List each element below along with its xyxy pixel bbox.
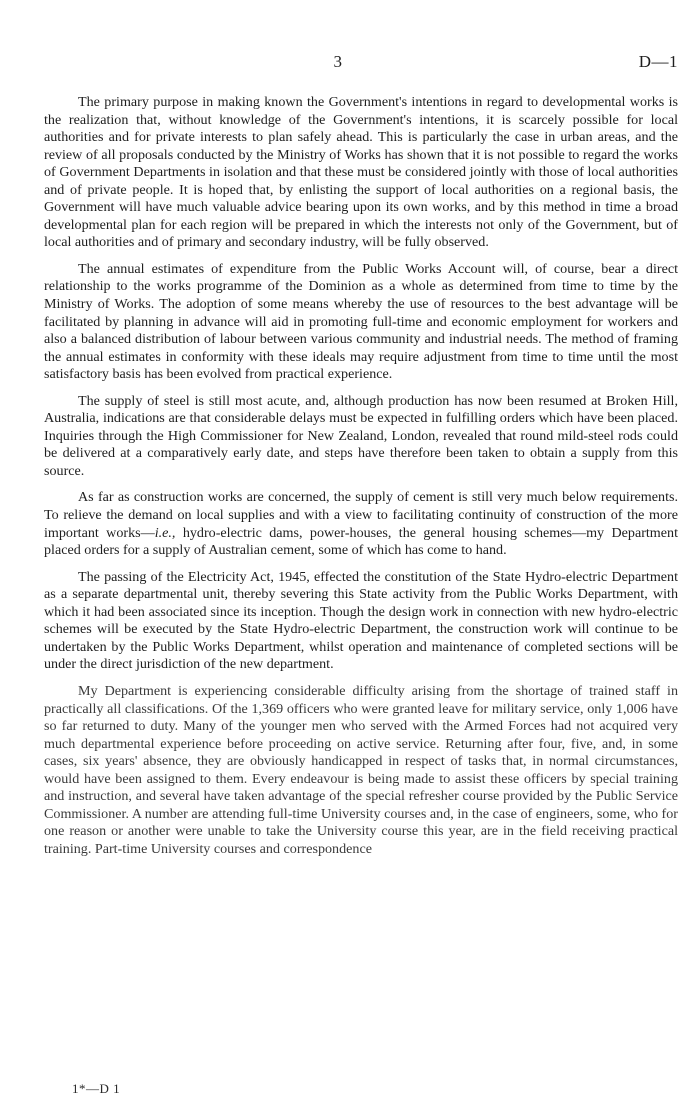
italic-abbreviation: i.e., bbox=[154, 524, 176, 541]
body-text bbox=[44, 94, 678, 867]
document-reference: D—1 bbox=[638, 52, 678, 71]
paragraph: The passing of the Electricity Act, 1945, effected the constitution of the State Hydro-electric Department as a separate departmental unit, thereby severing this State activity from the Public Works Department, with which it had been associated since its inception. Though the design work in connection with new hydro-electric schemes will be executed by the State Hydro-electric Department, the construction work will continue to be undertaken by the Public Works Department, whilst operation and maintenance of completed sections will be under the direct jurisdiction of the new department. bbox=[44, 568, 678, 673]
paragraph: The primary purpose in making known the Government's intentions in regard to developmental works is the realization that, without knowledge of the Government's intentions, it is scarcely possible for local authorities and for private interests to plan safely ahead. This is particularly the case in urban areas, and the review of all proposals conducted by the Ministry of Works has shown that it is not possible to regard the works of Government Departments in isolation and that these must be considered jointly with those of local authorities and of private people. It is hoped that, by enlisting the support of local authorities on a regional basis, the Government will have much valuable advice bearing upon its own works, and by this method in time a broad developmental plan for each region will be prepared in which the interests not only of the Government, but of local authorities and of primary and secondary industry, will be fully observed. bbox=[44, 94, 678, 251]
paragraph: The annual estimates of expenditure from the Public Works Account will, of course, bear a direct relationship to the works programme of the Dominion as a whole as determined from time to time by the Ministry of Works. The adoption of some means whereby the use of resources to the best advantage will be facilitated by planning in advance will aid in promoting full-time and economic employment for workers and also a balanced distribution of labour between various community and industrial needs. The method of framing the annual estimates in conformity with these ideals may require adjustment from time to time until the most satisfactory basis has been evolved from practical experience. bbox=[44, 260, 678, 383]
paragraph: As far as construction works are concerned, the supply of cement is still very much below requirements. To relieve the demand on local supplies and with a view to facilitating continuity of construction of the more important works—i.e., hydro-electric dams, power-houses, the general housing schemes—my Department placed orders for a supply of Australian cement, some of which has come to hand. bbox=[44, 489, 678, 559]
paragraph: The supply of steel is still most acute, and, although production has now been resumed at Broken Hill, Australia, indications are that considerable delays must be expected in fulfilling orders which have been placed. Inquiries through the High Commissioner for New Zealand, London, revealed that round mild-steel rods could be delivered at a comparatively early date, and steps have therefore been taken to obtain a supply from this source. bbox=[44, 392, 678, 479]
page-number: 3 bbox=[333, 52, 343, 71]
printer-signature: 1*—D 1 bbox=[72, 1081, 121, 1096]
paragraph: My Department is experiencing considerable difficulty arising from the shortage of trained staff in practically all classifications. Of the 1,369 officers who were granted leave for military service, only 1,006 have so far returned to duty. Many of the younger men who served with the Armed Forces had not acquired very much departmental experience before proceeding on active service. Returning after four, five, and, in some cases, six years' absence, they are obviously handicapped in respect of tasks that, in normal circumstances, would have been assigned to them. Every endeavour is being made to assist these officers by special training and instruction, and several have taken advantage of the special refresher course provided by the Public Service Commissioner. A number are attending full-time University courses and, in the case of engineers, some, who for one reason or another were unable to take the University course this year, are in the field receiving practical training. Part-time University courses and correspondence bbox=[44, 682, 678, 857]
